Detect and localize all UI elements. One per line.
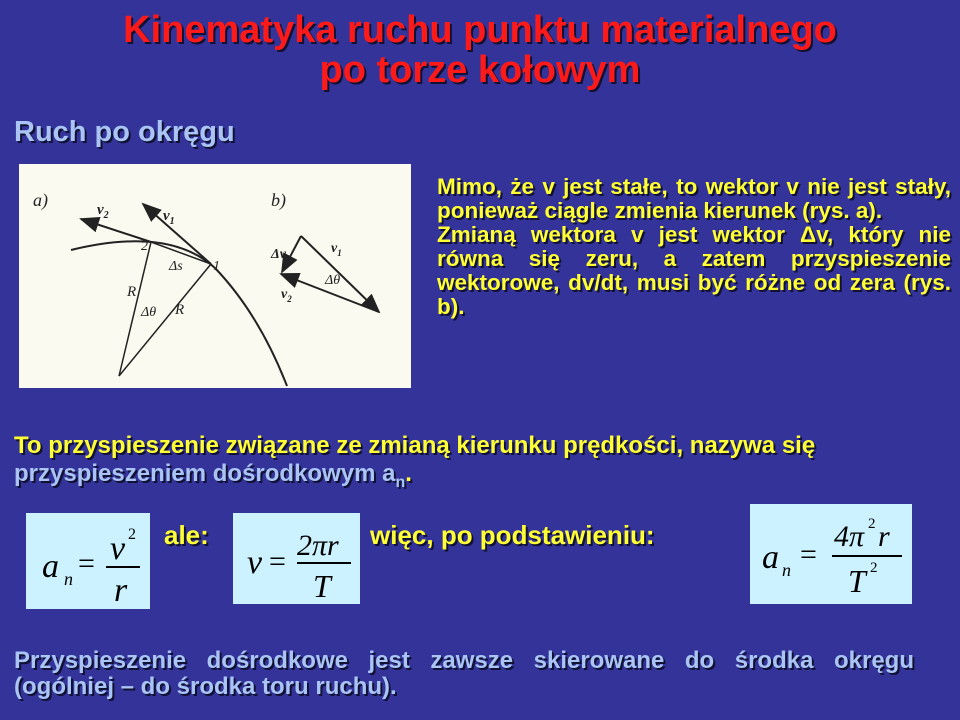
- formula-centripetal-substituted: [750, 504, 912, 604]
- delta-v-label: Δv: [271, 247, 286, 262]
- delta-theta-label-a: Δθ: [141, 305, 157, 320]
- svg-text:=: =: [800, 538, 817, 571]
- svg-text:v: v: [110, 530, 126, 567]
- svg-text:r: r: [114, 572, 128, 609]
- point-1-label: 1: [213, 259, 220, 274]
- v1-label-b: $v_1$: [331, 241, 342, 258]
- svg-text:T: T: [848, 563, 866, 599]
- title-line-1: Kinematyka ruchu punktu materialnego: [123, 9, 837, 51]
- svg-text:n: n: [64, 569, 73, 589]
- formula-centripetal-acceleration: [26, 513, 150, 609]
- label-wiec: więc, po podstawieniu:: [370, 520, 655, 550]
- page-title: [0, 10, 960, 90]
- v2-label: $v_2$: [97, 202, 109, 221]
- radius-label-left: R: [127, 284, 137, 300]
- explanation-text: [437, 175, 951, 319]
- svg-text:2πr: 2πr: [297, 529, 339, 562]
- centripetal-definition: To przyspieszenie związane ze zmianą kierunku prędkości, nazywa się przyspieszeniem dośrodkowym $a_n$.: [14, 432, 816, 491]
- title-line-2: po torze kołowym: [319, 49, 641, 91]
- svg-text:2: 2: [128, 526, 136, 543]
- svg-text:2: 2: [868, 516, 876, 532]
- svg-text:a: a: [42, 548, 59, 585]
- delta-s-label: Δs: [169, 259, 183, 274]
- svg-text:=: =: [269, 545, 286, 578]
- svg-text:a: a: [762, 539, 779, 576]
- definition-text: To przyspieszenie związane ze zmianą kierunku prędkości, nazywa się: [14, 432, 816, 459]
- vector-v1: [143, 204, 211, 264]
- label-ale: ale:: [164, 520, 209, 550]
- definition-highlight: przyspieszeniem dośrodkowym $a_n$: [14, 460, 406, 491]
- section-subtitle: Ruch po okręgu: [14, 116, 235, 148]
- v2-label-b: $v_2$: [281, 287, 292, 304]
- svg-text:n: n: [782, 560, 791, 580]
- label-b: b): [271, 190, 286, 210]
- radius-label-right: R: [175, 302, 185, 318]
- svg-text:2: 2: [870, 560, 878, 576]
- explanation-paragraph-2: Zmianą wektora v jest wektor Δv, który nie równa się zeru, a zatem przyspieszenie wektorowe, dv/dt, musi być różne od zera (rys. b).: [437, 222, 951, 319]
- svg-text:4π: 4π: [834, 520, 865, 553]
- svg-text:v: v: [247, 544, 263, 581]
- formula-velocity: [233, 513, 360, 604]
- explanation-paragraph-1: Mimo, że v jest stałe, to wektor v nie jest stały, ponieważ ciągle zmienia kierunek (rys. a).: [437, 174, 951, 223]
- conclusion-text: Przyspieszenie dośrodkowe jest zawsze skierowane do środka okręgu (ogólniej – do środka toru ruchu).: [14, 647, 914, 700]
- svg-text:=: =: [78, 547, 95, 580]
- label-a: a): [33, 190, 48, 210]
- circular-motion-figure: [19, 164, 411, 388]
- delta-theta-label-b: Δθ: [325, 273, 341, 288]
- figure-drawing: [19, 164, 411, 388]
- point-2-label: 2: [141, 239, 148, 254]
- svg-text:T: T: [313, 568, 331, 604]
- svg-text:r: r: [878, 520, 890, 553]
- v1-label: $v_1$: [163, 208, 175, 227]
